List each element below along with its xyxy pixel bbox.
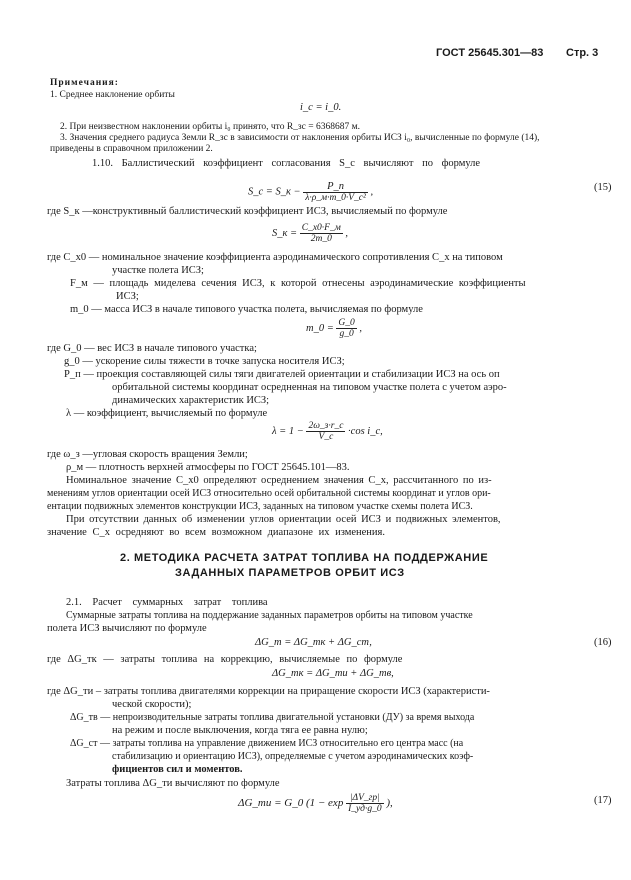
def-dgtv-2: на режим и после выключения, когда тяга ее равна нулю; (112, 725, 368, 736)
formula-17-mid: (1 − exp (305, 797, 344, 810)
note-1-formula: i_c = i_0. (300, 102, 342, 113)
sum-text-2: полета ИСЗ вычисляют по формуле (47, 623, 207, 634)
formula-17-number: (17) (594, 795, 612, 806)
formula-sk: S_к = $\frac{C\_x0\cdot F\_м}{2m\_0}$ , (272, 223, 349, 244)
def-cx0-1: где C_x0 — номинальное значение коэффициента аэродинамического сопротивления C_x на типовом (47, 252, 503, 263)
absence-1: При отсутствии данных об изменении углов ориентации осей ИСЗ и подвижных элементов, (66, 514, 501, 525)
def-pn-3: динамических характеристик ИСЗ; (112, 395, 270, 406)
note-3-line-2: приведены в справочном приложении 2. (50, 144, 213, 154)
def-fm-2: ИСЗ; (116, 291, 139, 302)
def-dgtk: где ΔG_тк — затраты топлива на коррекцию, вычисляемые по формуле (47, 654, 403, 665)
formula-15-lhs: S_c = S_к − (248, 186, 301, 198)
formula-17-fraction (346, 793, 384, 814)
def-rho: ρ_м — плотность верхней атмосферы по ГОСТ 25645.101—83. (66, 462, 350, 473)
def-dgti-1: где ΔG_ти – затраты топлива двигателями коррекции на приращение скорости ИСЗ (характеристи- (47, 686, 490, 697)
formula-15-denominator: λ·ρ_м·m_0·V_c² (305, 193, 366, 203)
def-dgct-2: стабилизацию и ориентацию ИСЗ), определяемые с учетом аэродинамических коэф- (112, 751, 474, 762)
def-dgct-3: фициентов сил и моментов. (112, 764, 243, 775)
nominal-2: менениям углов ориентации осей ИСЗ относительно осей орбитальной системы координат и углов ори- (47, 488, 491, 499)
formula-lambda-numerator: 2ω_з·r_c (308, 421, 344, 431)
def-m0: m_0 — масса ИСЗ в начале типового участка полета, вычисляемая по формуле (70, 304, 423, 315)
formula-m0-lhs: m_0 = (306, 322, 334, 334)
def-dgti-2: ческой скорости); (112, 699, 192, 710)
page-number: Стр. 3 (566, 47, 599, 59)
formula-17-end: ), (386, 797, 393, 810)
note-1: 1. Среднее наклонение орбиты (50, 90, 175, 100)
formula-lambda-denominator: V_c (318, 432, 334, 442)
def-g0-weight: где G_0 — вес ИСЗ в начале типового участка; (47, 343, 257, 354)
formula-17-lhs: ΔG_ти = G_0 (238, 797, 304, 810)
def-pn-1: P_п — проекция составляющей силы тяги двигателей ориентации и стабилизации ИСЗ на ось оп (64, 369, 500, 380)
subsection-2-1: 2.1. Расчет суммарных затрат топлива (66, 597, 268, 608)
formula-17-numerator: |ΔV_гр| (346, 793, 384, 804)
standard-number: ГОСТ 25645.301—83 (436, 47, 544, 59)
def-dgtv-1: ΔG_тв — непроизводительные затраты топлива двигательной установки (ДУ) за время выхода (70, 712, 475, 723)
formula-m0-numerator: G_0 (338, 318, 355, 328)
def-fm-1: F_м — площадь миделева сечения ИСЗ, к которой отнесены аэродинамические коэффициенты (70, 278, 526, 289)
section-2-title-line-1: 2. МЕТОДИКА РАСЧЕТА ЗАТРАТ ТОПЛИВА НА ПОДДЕРЖАНИЕ (120, 552, 489, 564)
formula-lambda (272, 421, 383, 442)
formula-17 (238, 793, 393, 814)
note-3-line-1: 3. Значения среднего радиуса Земли R_зс в зависимости от наклонения орбиты ИСЗ i₀, вычисленные по формуле (14), (60, 133, 540, 143)
formula-dgtk: ΔG_тк = ΔG_ти + ΔG_тв, (272, 668, 394, 679)
formula-sk-fraction (300, 223, 343, 244)
zatraty-text: Затраты топлива ΔG_ти вычисляют по формуле (66, 778, 280, 789)
absence-2: значение C_x осредняют во всем возможном диапазоне их изменения. (47, 527, 385, 538)
def-pn-2: орбитальной системы координат осредненная на типовом участке полета с учетом аэро- (112, 382, 507, 393)
formula-lambda-fraction (306, 421, 345, 442)
formula-15: S_c = S_к − $\frac{P\_п}{\text{λ·ρ\_м·m\_0·V\_c²}}$ , (248, 181, 374, 203)
section-1-10-intro: 1.10. Баллистический коэффициент согласования S_c вычисляют по формуле (92, 158, 481, 169)
formula-16: ΔG_т = ΔG_тк + ΔG_ст, (255, 637, 372, 648)
formula-sk-denominator: 2m_0 (310, 234, 332, 244)
formula-17-denominator: I_уд·g_0 (348, 804, 382, 814)
formula-lambda-rhs: ·cos i_c, (348, 425, 383, 437)
section-2-title-line-2: ЗАДАННЫХ ПАРАМЕТРОВ ОРБИТ ИСЗ (175, 567, 405, 579)
formula-15-number: (15) (594, 182, 612, 193)
def-cx0-2: участке полета ИСЗ; (112, 265, 204, 276)
formula-lambda-lhs: λ = 1 − (272, 425, 304, 437)
formula-15-numerator: P_п (303, 181, 368, 193)
where-sk: где S_к —конструктивный баллистический коэффициент ИСЗ, вычисляемый по формуле (47, 206, 448, 217)
nominal-1: Номинальное значение C_x0 определяют осреднением значения C_x, рассчитанного по из- (66, 475, 492, 486)
def-g0-gravity: g_0 — ускорение силы тяжести в точке запуска носителя ИСЗ; (64, 356, 345, 367)
note-2: 2. При неизвестном наклонении орбиты i₀ принято, что R_зс = 6368687 м. (60, 122, 360, 132)
formula-m0: m_0 = $\frac{G\_0}{g\_0}$ , (306, 318, 363, 339)
formula-m0-denominator: g_0 (339, 329, 354, 339)
sum-text-1: Суммарные затраты топлива на поддержание заданных параметров орбиты на типовом участке (66, 610, 473, 621)
formula-sk-numerator: C_x0·F_м (301, 223, 341, 233)
def-dgct-1: ΔG_ст — затраты топлива на управление движением ИСЗ относительно его центра масс (на (70, 738, 464, 749)
notes-title: Примечания: (50, 78, 119, 88)
formula-m0-fraction (336, 318, 356, 339)
formula-sk-lhs: S_к = (272, 227, 298, 239)
def-omega: где ω_з —угловая скорость вращения Земли; (47, 449, 248, 460)
formula-16-number: (16) (594, 637, 612, 648)
nominal-3: ентации подвижных элементов конструкции ИСЗ, заданных на типовом участке схемы полета ИСЗ. (47, 501, 473, 512)
formula-15-fraction (303, 181, 368, 203)
def-lambda: λ — коэффициент, вычисляемый по формуле (66, 408, 268, 419)
